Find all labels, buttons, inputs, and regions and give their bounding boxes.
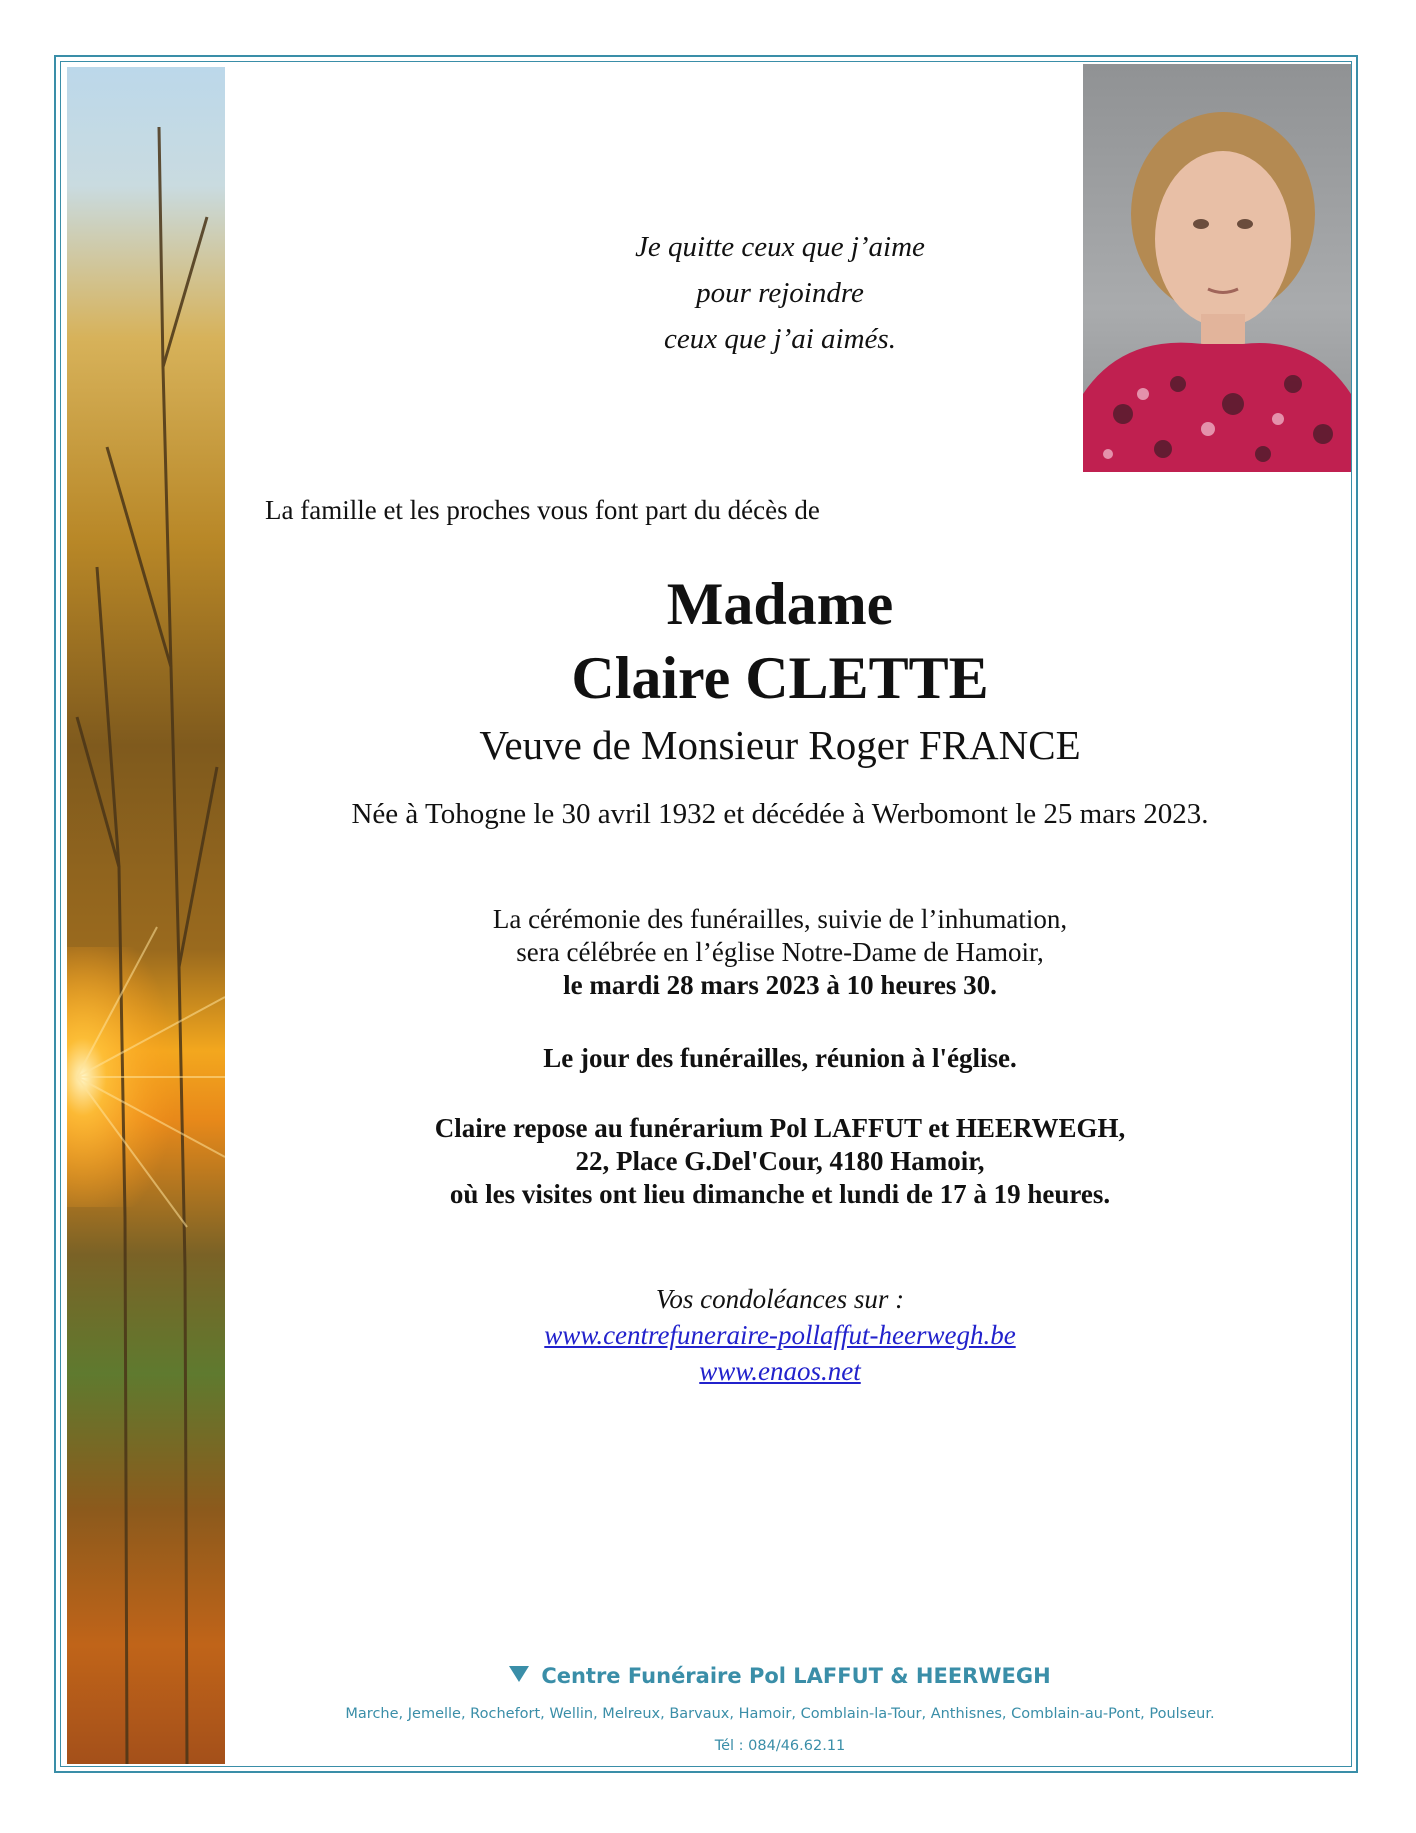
deceased-name: Claire CLETTE (571, 645, 989, 711)
funeral-home-info (300, 1112, 1260, 1211)
triangle-down-icon (509, 1666, 529, 1682)
birth-death-dates: Née à Tohogne le 30 avril 1932 et décédée à Werbomont le 25 mars 2023. (351, 798, 1209, 830)
announcement-intro: La famille et les proches vous font part du décès de (265, 495, 820, 525)
memorial-quote (560, 224, 1000, 362)
quote-line: ceux que j’ai aimés. (664, 323, 896, 355)
visiting-hours: où les visites ont lieu dimanche et lundi de 17 à 19 heures. (449, 1179, 1111, 1209)
ceremony-datetime: le mardi 28 mars 2023 à 10 heures 30. (563, 970, 997, 1000)
condolences-link-funeral-center[interactable]: www.centrefuneraire-pollaffut-heerwegh.be (544, 1320, 1016, 1350)
condolences-block (300, 1281, 1260, 1389)
deceased-name-block (300, 567, 1260, 715)
deceased-title: Madame (666, 571, 894, 637)
gathering-info: Le jour des funérailles, réunion à l'église. (543, 1043, 1017, 1073)
ceremony-info (300, 903, 1260, 1002)
autumn-forest-image (67, 67, 225, 1764)
ceremony-line: La cérémonie des funérailles, suivie de l’inhumation, (492, 904, 1068, 934)
widow-of: Veuve de Monsieur Roger FRANCE (479, 722, 1081, 768)
quote-line: Je quitte ceux que j’aime (635, 231, 925, 263)
condolences-label: Vos condoléances sur : (655, 1284, 905, 1314)
ceremony-line: sera célébrée en l’église Notre-Dame de Hamoir, (516, 937, 1044, 967)
footer-company-name: Centre Funéraire Pol LAFFUT & HEERWEGH (541, 1664, 1051, 1688)
footer-towns: Marche, Jemelle, Rochefort, Wellin, Melreux, Barvaux, Hamoir, Comblain-la-Tour, Anthisnes, Comblain-au-Pont, Poulseur. (345, 1706, 1215, 1722)
footer-company (230, 1664, 1330, 1688)
condolences-link-enaos[interactable]: www.enaos.net (699, 1356, 861, 1386)
footer-phone: Tél : 084/46.62.11 (714, 1738, 846, 1754)
funeral-home-address: 22, Place G.Del'Cour, 4180 Hamoir, (575, 1146, 985, 1176)
funeral-home-line: Claire repose au funérarium Pol LAFFUT et HEERWEGH, (434, 1113, 1126, 1143)
quote-line: pour rejoindre (696, 277, 864, 309)
portrait-photo (1083, 64, 1351, 472)
